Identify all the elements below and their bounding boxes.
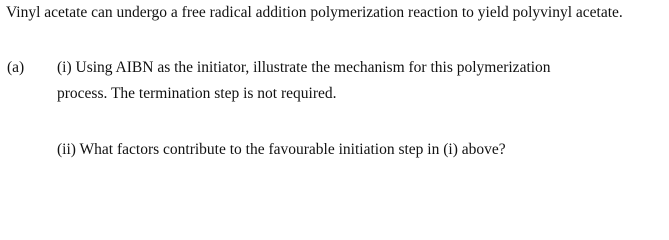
- question-intro: Vinyl acetate can undergo a free radical addition polymerization reaction to yield polyvinyl acetate.: [6, 4, 623, 21]
- part-a-label: (a): [7, 59, 25, 76]
- sub-question-i-line-2: process. The termination step is not required.: [57, 85, 337, 102]
- sub-question-i-line-1: (i) Using AIBN as the initiator, illustrate the mechanism for this polymerization: [57, 59, 551, 76]
- sub-question-ii: (ii) What factors contribute to the favourable initiation step in (i) above?: [57, 141, 506, 158]
